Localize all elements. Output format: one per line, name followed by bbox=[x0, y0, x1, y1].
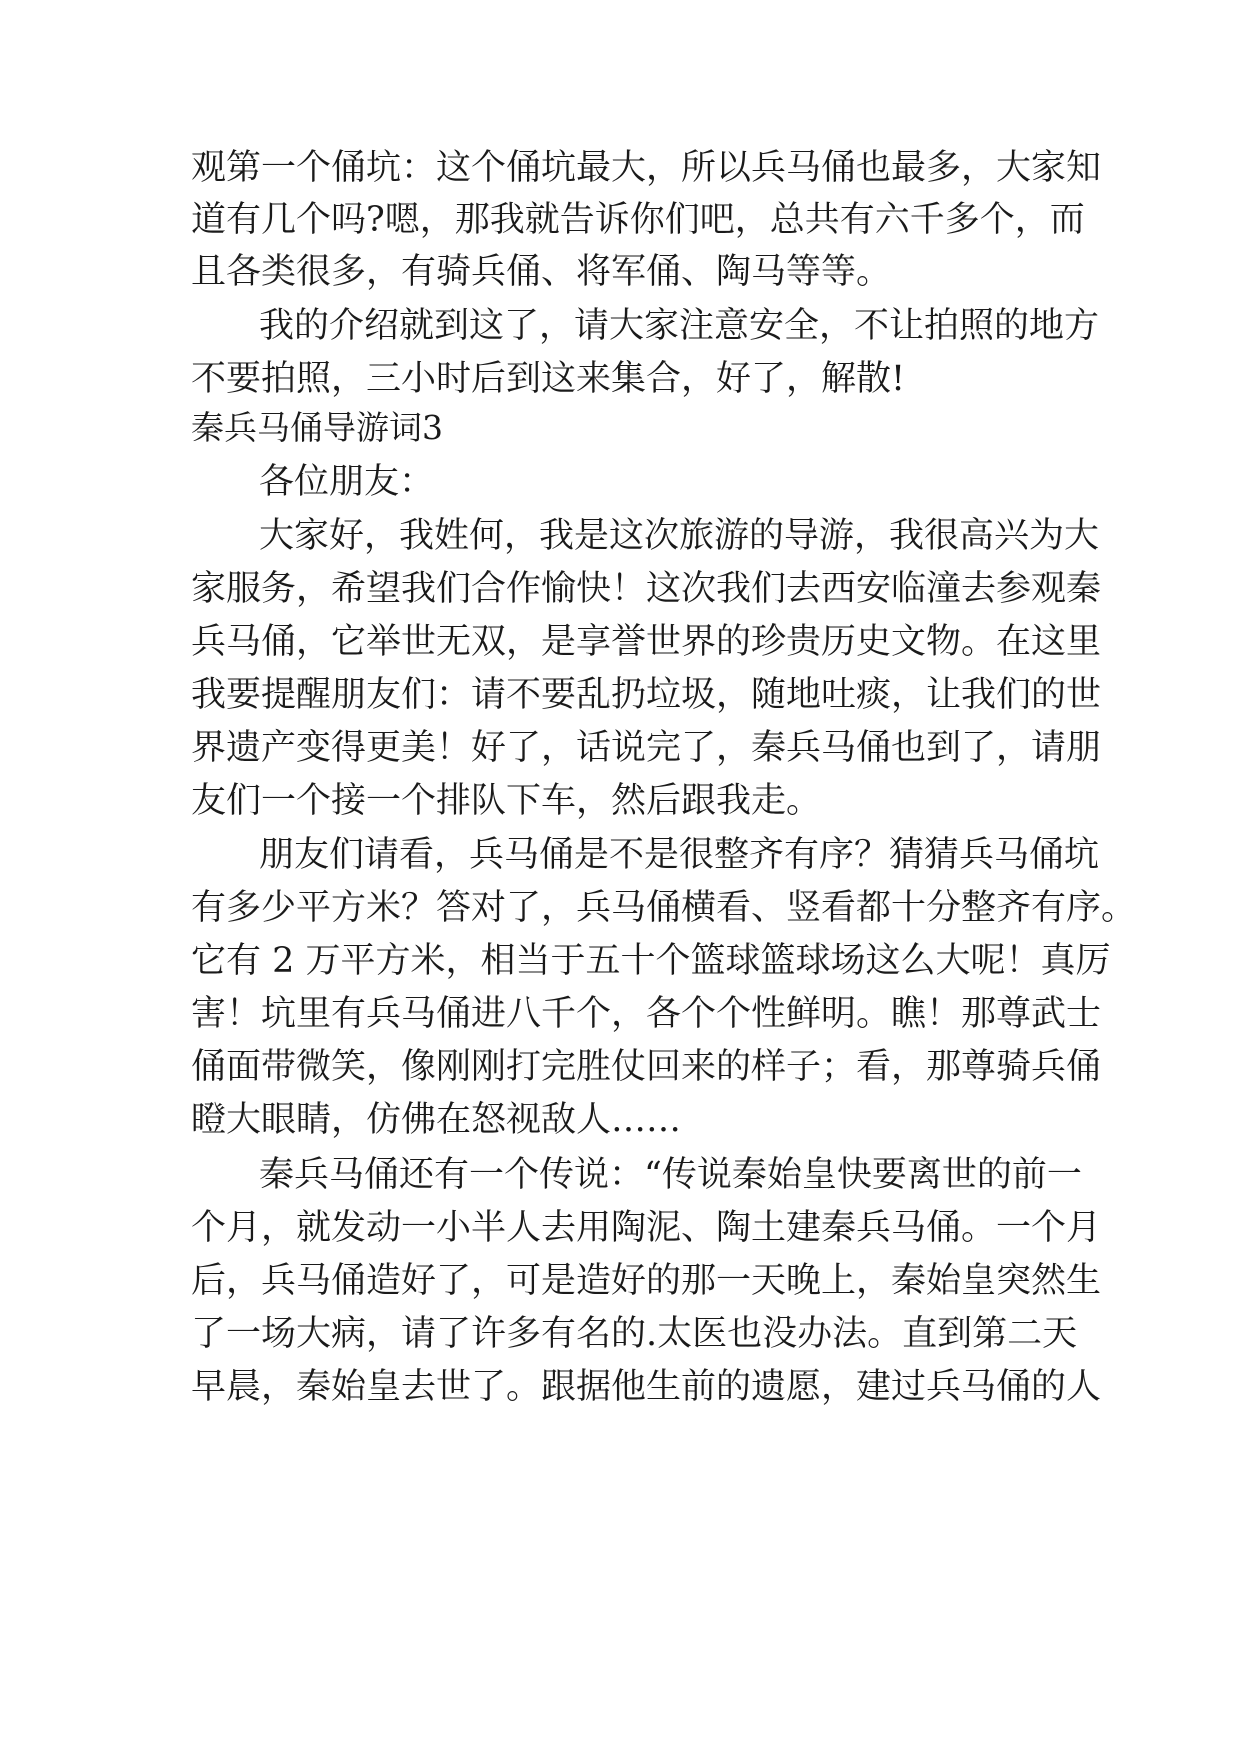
text-line: 友们一个接一个排队下车，然后跟我走。 bbox=[191, 781, 822, 821]
text-line: 后，兵马俑造好了，可是造好的那一天晚上，秦始皇突然生 bbox=[191, 1261, 1102, 1301]
text-line: 了一场大病，请了许多有名的.太医也没办法。直到第二天 bbox=[191, 1314, 1078, 1354]
text-line: 个月，就发动一小半人去用陶泥、陶土建秦兵马俑。一个月 bbox=[191, 1208, 1102, 1248]
text-line: 家服务，希望我们合作愉快！这次我们去西安临潼去参观秦 bbox=[191, 569, 1102, 609]
text-line: 不要拍照，三小时后到这来集合，好了，解散! bbox=[191, 359, 906, 399]
text-line: 秦兵马俑还有一个传说：“传说秦始皇快要离世的前一 bbox=[259, 1155, 1082, 1195]
text-line: 大家好，我姓何，我是这次旅游的导游，我很高兴为大 bbox=[259, 516, 1100, 556]
text-line: 我要提醒朋友们：请不要乱扔垃圾，随地吐痰，让我们的世 bbox=[191, 675, 1102, 715]
text-line: 瞪大眼睛，仿佛在怒视敌人…… bbox=[191, 1100, 682, 1140]
text-line: 朋友们请看，兵马俑是不是很整齐有序？猜猜兵马俑坑 bbox=[259, 835, 1100, 875]
text-line: 我的介绍就到这了，请大家注意安全，不让拍照的地方 bbox=[259, 306, 1100, 346]
text-line: 有多少平方米？答对了，兵马俑横看、竖看都十分整齐有序。 bbox=[191, 888, 1137, 928]
text-line: 兵马俑，它举世无双，是享誉世界的珍贵历史文物。在这里 bbox=[191, 622, 1102, 662]
text-line: 害！坑里有兵马俑进八千个，各个个性鲜明。瞧！那尊武士 bbox=[191, 994, 1102, 1034]
text-line: 界遗产变得更美！好了，话说完了，秦兵马俑也到了，请朋 bbox=[191, 728, 1102, 768]
text-line: 俑面带微笑，像刚刚打完胜仗回来的样子；看，那尊骑兵俑 bbox=[191, 1047, 1102, 1087]
text-line: 道有几个吗?嗯，那我就告诉你们吧，总共有六千多个，而 bbox=[191, 200, 1085, 240]
text-line: 且各类很多，有骑兵俑、将军俑、陶马等等。 bbox=[191, 252, 892, 292]
section-heading: 秦兵马俑导游词3 bbox=[191, 408, 443, 447]
text-line: 早晨，秦始皇去世了。跟据他生前的遗愿，建过兵马俑的人 bbox=[191, 1367, 1102, 1407]
text-line: 观第一个俑坑：这个俑坑最大，所以兵马俑也最多，大家知 bbox=[191, 148, 1102, 188]
text-line: 它有 2 万平方米，相当于五十个篮球篮球场这么大呢！真厉 bbox=[191, 941, 1111, 981]
greeting-line: 各位朋友： bbox=[259, 462, 435, 502]
